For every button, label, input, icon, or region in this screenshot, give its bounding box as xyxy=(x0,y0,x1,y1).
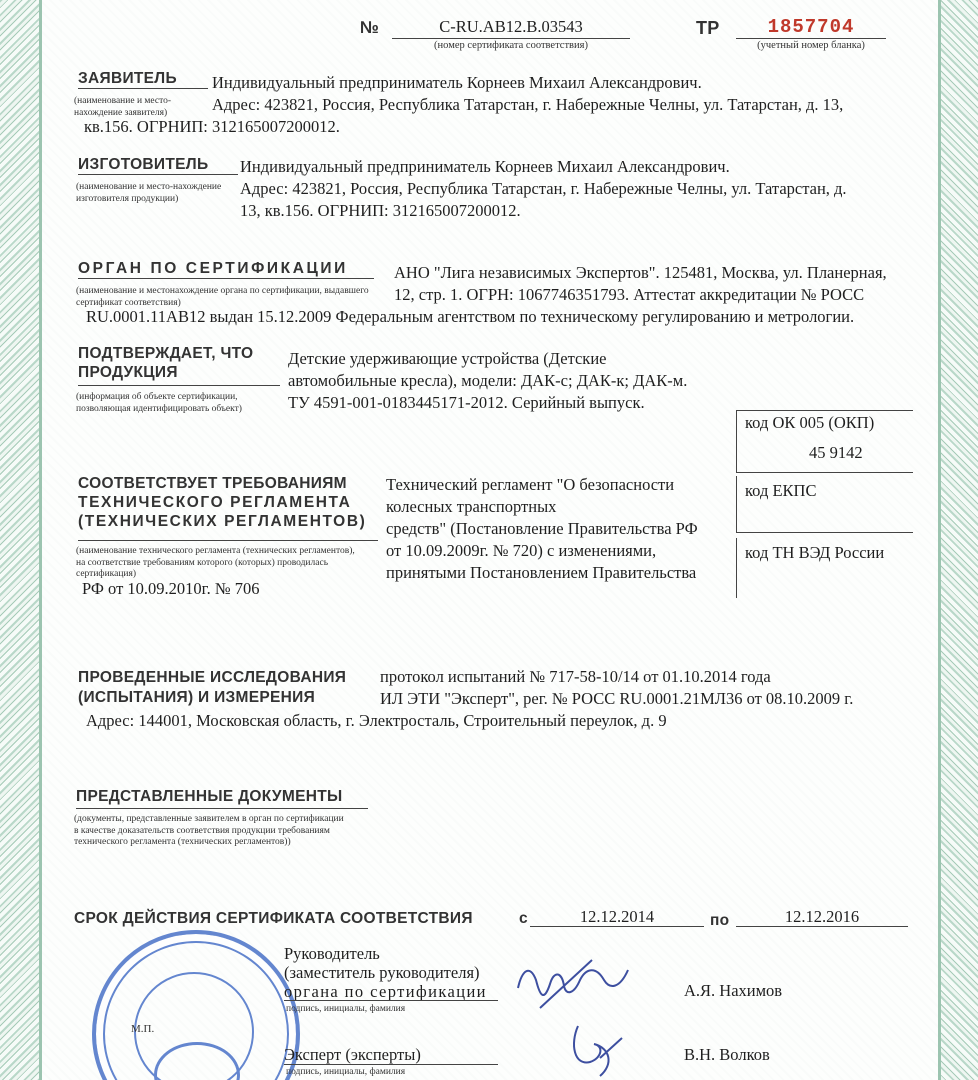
head-title-line-1: Руководитель xyxy=(284,944,380,963)
cert-body-heading-rule xyxy=(78,278,374,279)
validity-to-date: 12.12.2016 xyxy=(784,907,860,926)
conformity-heading-line-1: СООТВЕТСТВУЕТ ТРЕБОВАНИЯМ xyxy=(78,475,347,492)
head-signature xyxy=(500,950,640,1020)
expert-signature-line xyxy=(284,1064,498,1065)
tests-line-3: Адрес: 144001, Московская область, г. Электросталь, Строительный переулок, д. 9 xyxy=(86,711,667,730)
validity-heading: СРОК ДЕЙСТВИЯ СЕРТИФИКАТА СООТВЕТСТВИЯ xyxy=(74,910,473,927)
head-title-line-3: органа по сертификации xyxy=(284,982,487,1001)
cert-body-line-3: RU.0001.11AB12 выдан 15.12.2009 Федеральным агентством по техническому регулированию и метрологии. xyxy=(86,307,855,326)
product-heading-line-1: ПОДТВЕРЖДАЕТ, ЧТО xyxy=(78,345,254,362)
validity-from-date: 12.12.2014 xyxy=(579,907,655,926)
manufacturer-heading: ИЗГОТОВИТЕЛЬ xyxy=(78,156,209,173)
head-name: А.Я. Нахимов xyxy=(684,981,783,1000)
product-heading xyxy=(78,344,288,382)
ekps-label: код ЕКПС xyxy=(745,481,817,500)
product-heading-rule xyxy=(78,385,280,386)
tnved-code-box xyxy=(736,538,913,598)
certification-seal xyxy=(92,930,300,1080)
number-sign: № xyxy=(360,18,380,37)
ekps-code-box xyxy=(736,476,913,533)
certificate-number-caption: (номер сертификата соответствия) xyxy=(434,40,588,51)
certificate-number: C-RU.AB12.B.03543 xyxy=(439,17,583,36)
tnved-label: код ТН ВЭД России xyxy=(745,543,885,562)
head-signature-caption: подпись, инициалы, фамилия xyxy=(286,1004,406,1014)
okp-label: код ОК 005 (ОКП) xyxy=(745,413,875,432)
cert-body-line-2: 12, стр. 1. ОГРН: 1067746351793. Аттестат аккредитации № РОСС xyxy=(394,285,865,304)
product-caption: (информация об объекте сертификации, позволяющая идентифицировать объект) xyxy=(76,392,242,414)
conformity-heading-line-2: ТЕХНИЧЕСКОГО РЕГЛАМЕНТА xyxy=(78,494,352,511)
head-title xyxy=(284,944,487,1001)
okp-value: 45 9142 xyxy=(809,443,863,462)
tests-heading-line-2: (ИСПЫТАНИЯ) И ИЗМЕРЕНИЯ xyxy=(78,689,316,706)
blank-number-caption: (учетный номер бланка) xyxy=(757,40,865,51)
decorative-border-right xyxy=(938,0,978,1080)
head-title-line-2: (заместитель руководителя) xyxy=(284,963,480,982)
cert-body-heading: ОРГАН ПО СЕРТИФИКАЦИИ xyxy=(78,260,348,277)
product-line-3: ТУ 4591-001-0183445171-2012. Серийный выпуск. xyxy=(288,393,645,412)
validity-from-label: с xyxy=(519,910,528,927)
conformity-line-4: от 10.09.2009г. № 720) с изменениями, xyxy=(386,541,657,560)
tests-line-1: протокол испытаний № 717-58-10/14 от 01.10.2014 года xyxy=(380,667,771,686)
conformity-heading-rule xyxy=(78,540,378,541)
validity-from-line xyxy=(530,906,704,927)
blank-number: 1857704 xyxy=(767,16,855,38)
applicant-caption: (наименование и место-нахождение заявителя) xyxy=(74,96,172,118)
tests-heading xyxy=(78,668,378,708)
decorative-border-left xyxy=(0,0,42,1080)
manufacturer-caption: (наименование и место-нахождение изготовителя продукции) xyxy=(76,182,222,204)
tr-label: ТР xyxy=(696,18,720,38)
applicant-heading: ЗАЯВИТЕЛЬ xyxy=(78,70,177,87)
certificate-number-line xyxy=(392,16,630,39)
conformity-line-2: колесных транспортных xyxy=(386,497,557,516)
head-signature-line xyxy=(284,1000,498,1001)
applicant-line-3: кв.156. ОГРНИП: 312165007200012. xyxy=(84,117,340,136)
product-line-2: автомобильные кресла), модели: ДАК-с; ДАК-к; ДАК-м. xyxy=(288,371,688,390)
cert-body-line-1: АНО "Лига независимых Экспертов". 125481, Москва, ул. Планерная, xyxy=(394,263,887,282)
conformity-heading-line-3: (ТЕХНИЧЕСКИХ РЕГЛАМЕНТОВ) xyxy=(78,513,367,530)
okp-box-top xyxy=(737,410,913,411)
manufacturer-heading-rule xyxy=(78,174,238,175)
product-line-1: Детские удерживающие устройства (Детские xyxy=(288,349,607,368)
conformity-line-6: РФ от 10.09.2010г. № 706 xyxy=(82,579,260,598)
expert-name: В.Н. Волков xyxy=(684,1045,770,1064)
stamp-place-label: М.П. xyxy=(131,1023,155,1035)
validity-to-label: по xyxy=(710,912,730,929)
conformity-line-3: средств" (Постановление Правительства РФ xyxy=(386,519,698,538)
expert-signature xyxy=(560,1018,630,1080)
applicant-line-1: Индивидуальный предприниматель Корнеев Михаил Александрович. xyxy=(212,73,702,92)
conformity-line-1: Технический регламент "О безопасности xyxy=(386,475,675,494)
validity-to-line xyxy=(736,906,908,927)
okp-code-box xyxy=(736,410,913,473)
documents-heading: ПРЕДСТАВЛЕННЫЕ ДОКУМЕНТЫ xyxy=(76,788,343,805)
cert-body-caption: (наименование и местонахождение органа по сертификации, выдавшего сертификат соответствия) xyxy=(76,286,369,308)
documents-caption: (документы, представленные заявителем в орган по сертификации в качестве доказательств соответствия продукции требованиям технического регламента (технических регламентов)) xyxy=(74,814,344,847)
tests-line-2: ИЛ ЭТИ "Эксперт", рег. № РОСС RU.0001.21МЛ36 от 08.10.2009 г. xyxy=(380,689,854,708)
blank-number-line xyxy=(736,16,886,39)
conformity-caption: (наименование технического регламента (технических регламентов), на соответствие требованиям которого (которых) проводилась сертификация) xyxy=(76,546,355,579)
expert-title: Эксперт (эксперты) xyxy=(284,1045,421,1064)
conformity-line-5: принятыми Постановлением Правительства xyxy=(386,563,697,582)
documents-heading-rule xyxy=(76,808,368,809)
tests-heading-line-1: ПРОВЕДЕННЫЕ ИССЛЕДОВАНИЯ xyxy=(78,669,347,686)
conformity-heading xyxy=(78,474,378,531)
applicant-line-2: Адрес: 423821, Россия, Республика Татарстан, г. Набережные Челны, ул. Татарстан, д. 13, xyxy=(212,95,844,114)
expert-signature-caption: подпись, инициалы, фамилия xyxy=(286,1067,406,1077)
manufacturer-line-1: Индивидуальный предприниматель Корнеев Михаил Александрович. xyxy=(240,157,730,176)
manufacturer-line-2: Адрес: 423821, Россия, Республика Татарстан, г. Набережные Челны, ул. Татарстан, д. xyxy=(240,179,847,198)
manufacturer-line-3: 13, кв.156. ОГРНИП: 312165007200012. xyxy=(240,201,521,220)
product-heading-line-2: ПРОДУКЦИЯ xyxy=(78,364,178,381)
applicant-heading-rule xyxy=(78,88,208,89)
